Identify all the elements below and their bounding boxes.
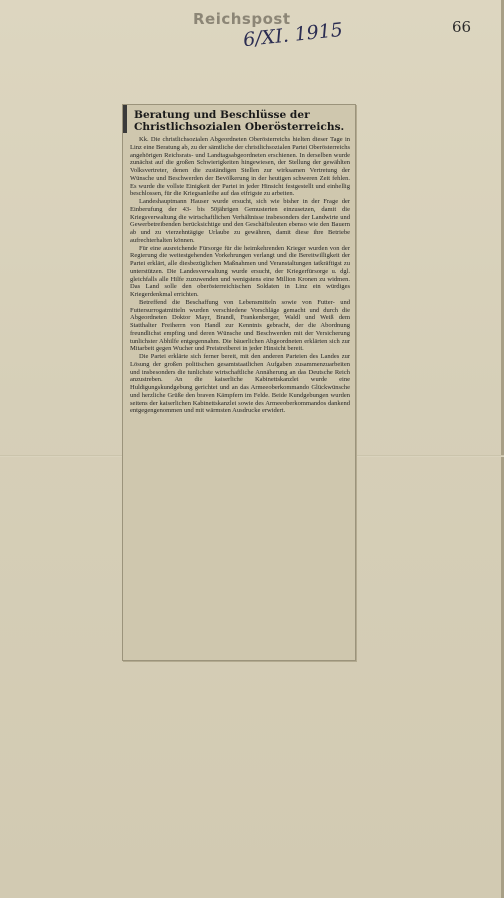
article-paragraph-4: Betreffend die Beschaffung von Lebensmitteln sowie von Futter- und Futtersurrogatmitteln wurden verschiedene Vorschläge gemacht und durch die Abgeordneten Doktor Mayr, Brandl, Frankenberger, Waldl und Weiß dem Statthalter Freiherrn von Handl zur Kenntnis gebracht, der die Abordnung freundlichst empfing und deren Wünsche und Beschwerden mit der Versicherung tunlichster Abhilfe entgegennahm. Die bäuerlichen Abgeordneten erklärten sich zur Mitarbeit gegen Wucher und Preistreiberei in jeder Hinsicht bereit.: [130, 298, 350, 353]
handwritten-date: 6/XI. 1915: [242, 18, 344, 52]
article-paragraph-5: Die Partei erklärte sich ferner bereit, mit den anderen Parteien des Landes zur Lösung der großen politischen gesamtstaatlichen Aufgaben zusammenzuarbeiten und insbesonders die tunlichste wirtschaftliche Annäherung an das Deutsche Reich anzustreben. An die kaiserliche Kabinettskanzlei wurde eine Huldigungskundgebung gerichtet und an das Armeeoberkommando Glückwünsche und herzliche Grüße den braven Kämpfern im Felde. Beide Kundgebungen wurden seitens der kaiserlichen Kabinettskanzlei sowie des Armeeoberkommandos dankend entgegengenommen und mit wärmsten Ausdrucke erwidert.: [130, 353, 350, 415]
newspaper-stamp: Reichspost: [193, 10, 291, 28]
article-paragraph-2: Landeshauptmann Hauser wurde ersucht, sich wie bisher in der Frage der Einberufung der 43- bis 50jährigen Gemusterten einzusetzen, damit die Kriegsverwaltung die wirtschaftlichen Verhältnisse insbesonders der Landwirte und Gewerbetreibenden berücksichtige und den Geschäftsleuten ebenso wie den Bauern ab und zu vierzehntägige Urlaube zu gewähren, damit diese ihre Betriebe aufrechterhalten können.: [130, 198, 350, 244]
clipping-edge-mark: [123, 105, 127, 133]
article-headline: [134, 109, 350, 133]
page-number: 66: [452, 18, 472, 36]
headline-line-1: Beratung und Beschlüsse der: [134, 109, 310, 121]
article-paragraph-3: Für eine ausreichende Fürsorge für die heimkehrenden Krieger wurden von der Regierung die weitestgehenden Vorkehrungen verlangt und die Bereitwilligkeit der Partei erklärt, alle diesbezüglichen Maßnahmen und Veranstaltungen tatkräftigst zu unterstützen. Die Landesverwaltung wurde ersucht, der Kriegerfürsorge u. dgl. gleichfalls alle Hilfe zuzuwenden und wenigstens eine Million Kronen zu widmen. Das Land solle den oberösterreichischen Soldaten in Linz ein würdiges Kriegerdenkmal errichten.: [130, 244, 350, 298]
article-paragraph-1: Kk. Die christlichsozialen Abgeordneten Oberösterreichs hielten dieser Tage in Linz eine Beratung ab, zu der sämtliche der christlichsozialen Partei Oberösterreichs angehörigen Reichsrats- und Landtagsabgeordneten erschienen. In derselben wurde zunächst auf die großen Schwierigkeiten hingewiesen, der Stellung der gewählten Volksvertreter, denen die zuständigen Stellen zur wirksamen Vertretung der Wünsche und Beschwerden der Bevölkerung in der heutigen schweren Zeit fehlen. Es wurde die vollste Einigkeit der Partei in jeder Hinsicht festgestellt und einhellig beschlossen, für die Kriegsanleihe auf das eifrigste zu arbeiten.: [130, 136, 351, 198]
newspaper-clipping: [122, 104, 356, 661]
headline-line-2: Christlichsozialen Oberösterreichs.: [134, 121, 345, 133]
